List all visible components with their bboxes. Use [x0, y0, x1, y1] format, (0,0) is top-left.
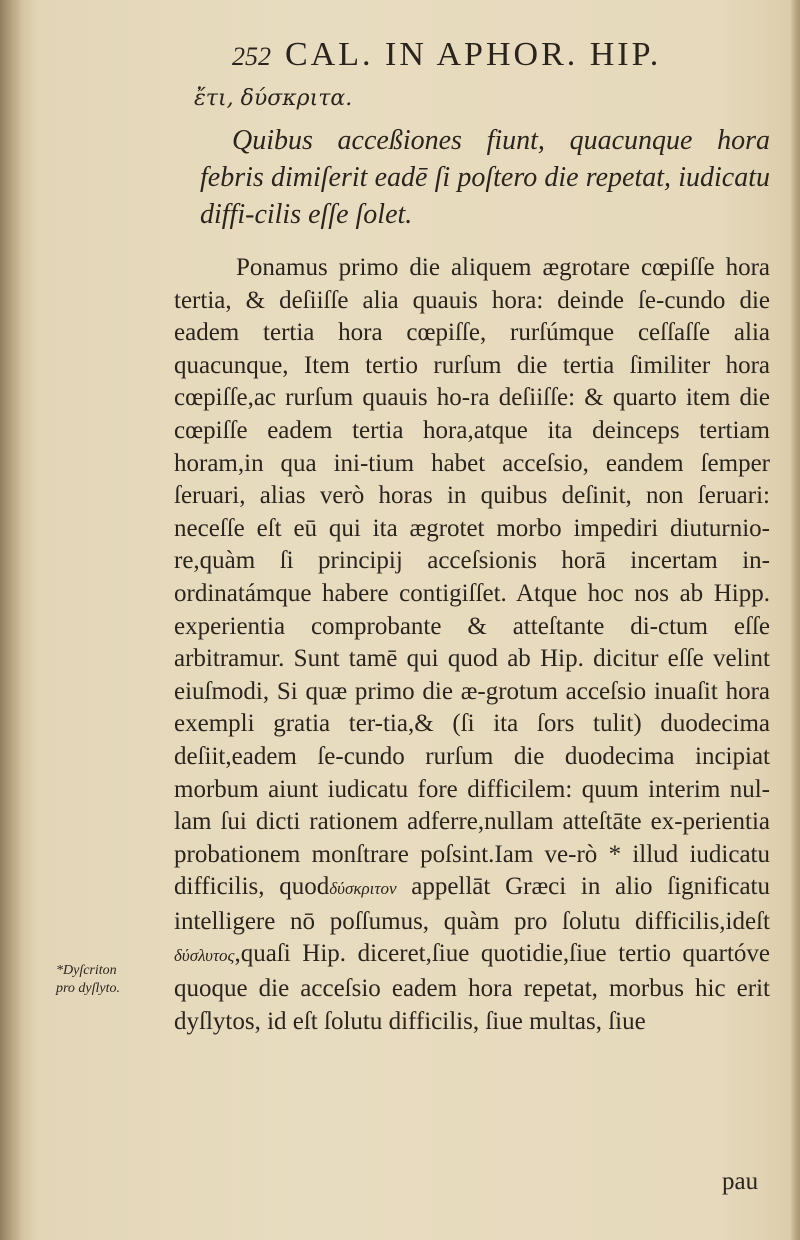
commentary-part-2: appellāt Græci in alio ſignificatu intelligere nō poſſumus, quàm pro ſolutu difficilis,ideſt: [174, 873, 770, 935]
page-gutter-shadow: [0, 0, 22, 1240]
commentary-part-1: Ponamus primo die aliquem ægrotare cœpiſſe hora tertia, & deſiiſſe alia quauis hora: deinde ſe-cundo die eadem tertia hora cœpiſſe, rurſúmque ceſſaſſe alia quacunque, Item tertio rurſum die tertia ſimiliter hora cœpiſſe,ac rurſum quauis ho-ra deſiiſſe: & quarto item die cœpiſſe eadem tertia hora,atque ita deinceps tertiam horam,in qua ini-tium habet acceſsio, eandem ſemper ſeruari, alias verò horas in quibus deſinit, non ſeruari: neceſſe eſt eū qui ita ægrotet morbo impediri diuturnio-re,quàm ſi principij acceſsionis horā incertam in-ordinatámque habere contigiſſet. Atque hoc nos ab Hipp. experientia comprobante & atteſtante di-ctum eſſe arbitramur. Sunt tamē qui quod ab Hip. dicitur eſſe velint eiuſmodi, Si quæ primo die æ-grotum acceſsio inuaſit hora exempli gratia ter-tia,& (ſi ita ſors tulit) duodecima deſiit,eadem ſe-cundo rurſum die duodecima incipiat morbum aiunt iudicatu fore difficilem: quum interim nul-lam ſui dicti rationem adferre,nullam atteſtāte ex-perientia probationem monſtrare poſsint.Iam ve-rò * illud iudicatu difficilis, quod: [174, 254, 770, 901]
page-edge-shadow: [790, 0, 800, 1240]
running-title: CAL. IN APHOR. HIP.: [285, 36, 662, 73]
commentary-text: [174, 252, 770, 1038]
greek-word-dyslytos: δύσλυτος: [174, 946, 235, 966]
margin-note-line-2: pro dyſlyto.: [56, 981, 121, 996]
commentary-paragraph: [174, 252, 770, 1038]
aphorism-paragraph: Quibus acceßiones fiunt, quacunque hora febris dimiſerit eadē ſi poſtero die repetat, iudicatu diffi-cilis eſſe ſolet.: [200, 125, 770, 230]
margin-note: [56, 962, 176, 998]
catchword: pau: [722, 1168, 759, 1195]
page-number: 252: [232, 42, 271, 71]
greek-word-dyscriton: δύσκριτον: [329, 879, 397, 899]
margin-note-line-1: *Dyſcriton: [56, 963, 117, 978]
commentary-part-3: ,quaſi Hip. diceret,ſiue quotidie,ſiue tertio quartóve quoque die acceſsio eadem hora repetat, morbus hic erit dyſlytos, id eſt ſolutu difficilis, ſiue multas, ſiue: [174, 940, 770, 1035]
aphorism-text: [200, 122, 770, 233]
running-header: [232, 36, 732, 74]
greek-heading: ἔτι, δύσκριτα.: [194, 86, 353, 111]
